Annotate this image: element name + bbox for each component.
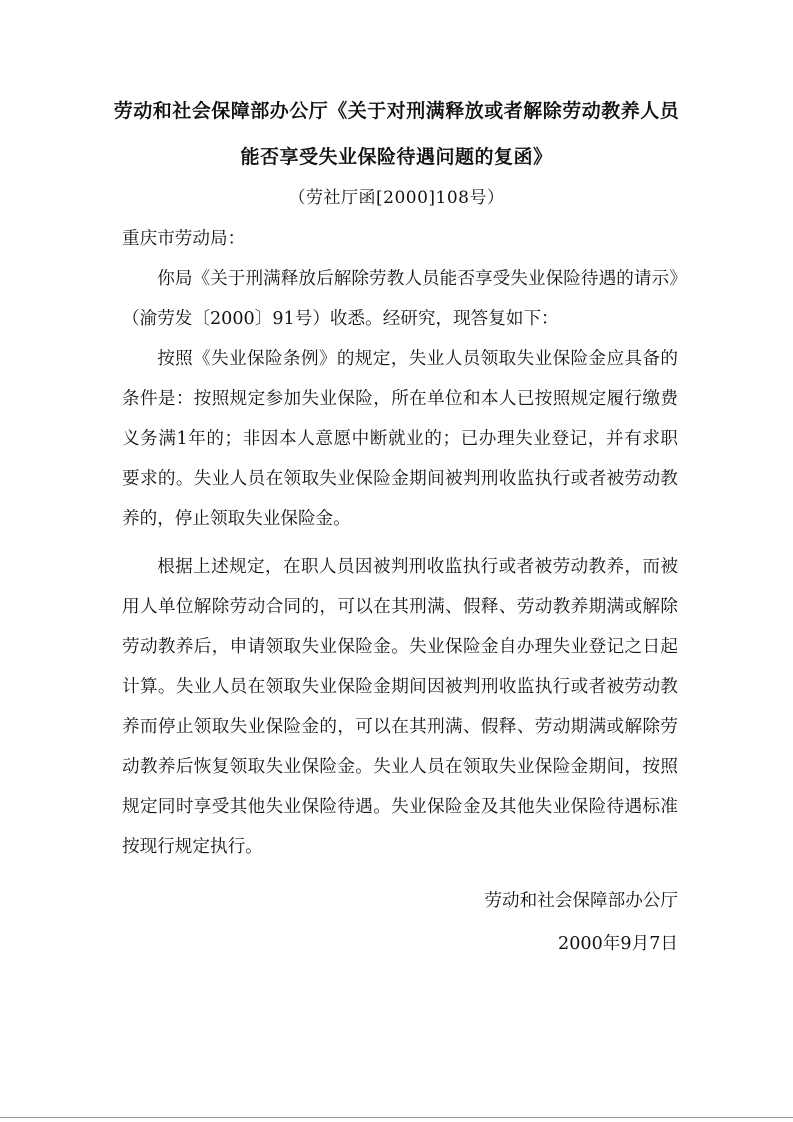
signature-date: 2000年9月7日 [558,934,678,954]
page-bottom-divider [0,1117,793,1118]
document-number: （劳社厅函[2000]108号） [288,188,505,208]
document-title-line-1: 劳动和社会保障部办公厅《关于对刑满释放或者解除劳动教养人员 [113,100,680,122]
salutation: 重庆市劳动局： [122,229,246,249]
paragraph-3: 根据上述规定，在职人员因被判刑收监执行或者被劳动教养，而被用人单位解除劳动合同的，可以在其刑满、假释、劳动教养期满或解除劳动教养后，申请领取失业保险金。失业保险金自办理失业登记之日起计算。失业人员在领取失业保险金期间因被判刑收监执行或者被劳动教养而停止领取失业保险金的，可以在其刑满、假释、劳动期满或解除劳动教养后恢复领取失业保险金。失业人员在领取失业保险金期间，按照规定同时享受其他失业保险待遇。失业保险金及其他失业保险待遇标准按现行规定执行。 [122,557,678,857]
signature-organization: 劳动和社会保障部办公厅 [484,891,678,911]
paragraph-2: 按照《失业保险条例》的规定，失业人员领取失业保险金应具备的条件是：按照规定参加失业保险，所在单位和本人已按照规定履行缴费义务满1年的；非因本人意愿中断就业的；已办理失业登记，并有求职要求的。失业人员在领取失业保险金期间被判刑收监执行或者被劳动教养的，停止领取失业保险金。 [122,349,678,529]
paragraph-1: 你局《关于刑满释放后解除劳教人员能否享受失业保险待遇的请示》（渝劳发〔2000〕91号）收悉。经研究，现答复如下： [122,269,678,329]
document-title-line-2: 能否享受失业保险待遇问题的复函》 [240,146,553,168]
